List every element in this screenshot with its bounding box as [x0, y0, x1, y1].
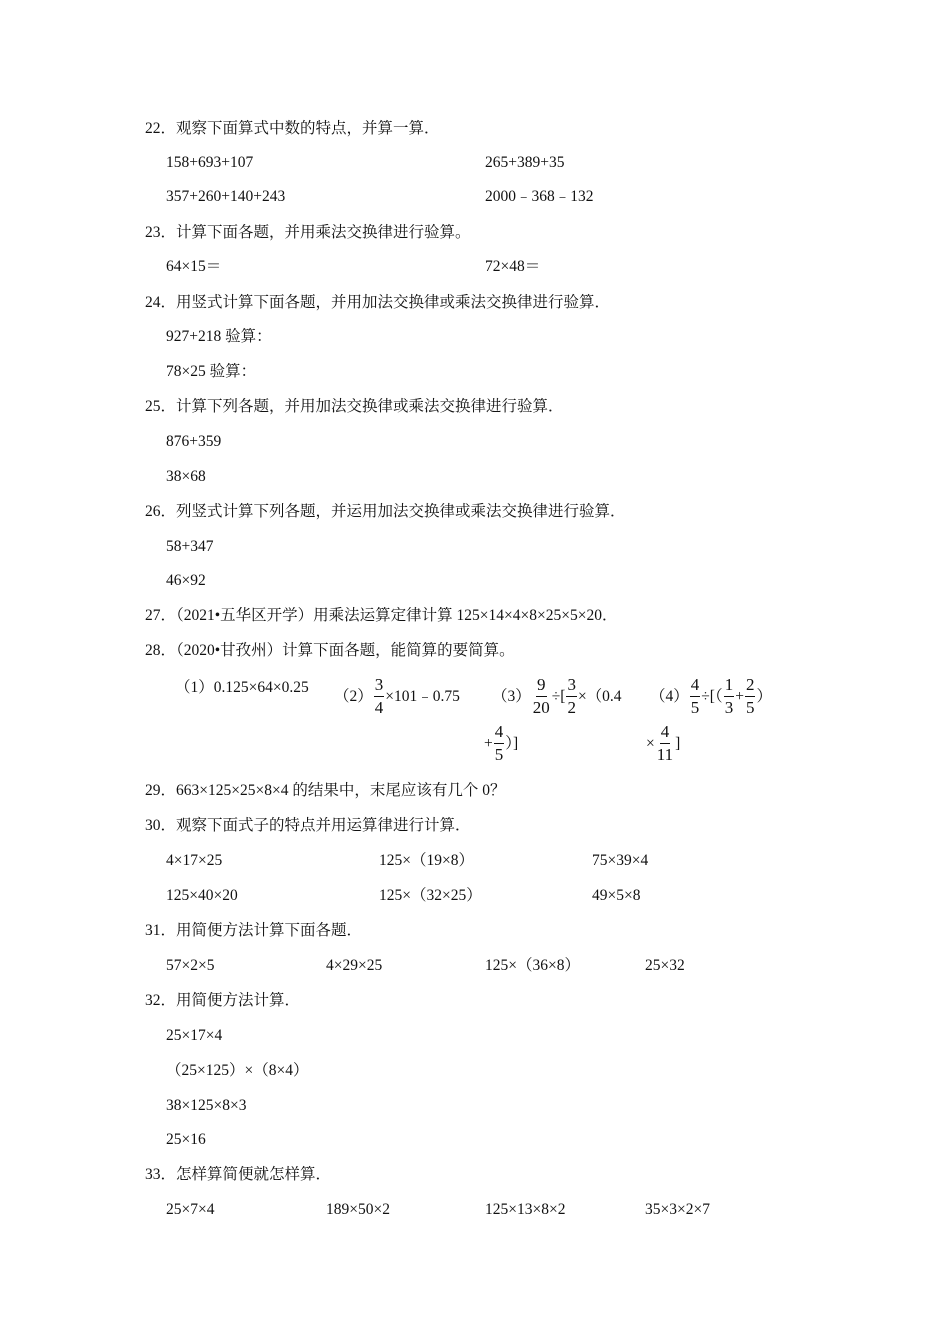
problem-32-title: 32．用简便方法计算．	[145, 992, 301, 1009]
problem-22-title: 22．观察下面算式中数的特点，并算一算．	[145, 120, 440, 137]
fraction: $\frac{1}{3}$	[724, 675, 734, 717]
problem-28-item-4: （4） $\frac{4}{5}$ ÷[（ $\frac{1}{3}$ + $\frac{2}{5}$ ）	[650, 675, 772, 717]
problem-25-title: 25．计算下列各题，并用加法交换律或乘法交换律进行验算．	[145, 398, 564, 415]
problem-22-item-2: 265+389+35	[485, 154, 565, 171]
problem-33-item-3: 125×13×8×2	[485, 1201, 566, 1218]
fraction: $\frac{9}{20}$	[532, 675, 550, 717]
problem-32-item-3: 38×125×8×3	[166, 1097, 247, 1114]
problem-24-title: 24．用竖式计算下面各题，并用加法交换律或乘法交换律进行验算．	[145, 294, 611, 311]
fraction: $\frac{4}{5}$	[494, 722, 504, 764]
fraction: $\frac{4}{11}$	[656, 722, 674, 764]
problem-32-item-2: （25×125）×（8×4）	[166, 1062, 309, 1079]
problem-23-item-1: 64×15＝	[166, 258, 222, 275]
problem-23-title: 23．计算下面各题，并用乘法交换律进行验算。	[145, 224, 471, 241]
problem-24-item-1: 927+218 验算：	[166, 328, 272, 345]
problem-22-item-3: 357+260+140+243	[166, 188, 286, 205]
fraction: $\frac{2}{5}$	[745, 675, 755, 717]
problem-28-item-2: （2） $\frac{3}{4}$ ×101﹣0.75	[334, 675, 460, 717]
problem-33-item-1: 25×7×4	[166, 1201, 215, 1218]
problem-29-title: 29．663×125×25×8×4 的结果中，末尾应该有几个 0？	[145, 782, 506, 799]
problem-32-item-4: 25×16	[166, 1131, 206, 1148]
problem-31-item-1: 57×2×5	[166, 957, 215, 974]
problem-30-item-1: 4×17×25	[166, 852, 223, 869]
problem-30-item-3: 75×39×4	[592, 852, 649, 869]
problem-24-item-2: 78×25 验算：	[166, 363, 257, 380]
problem-28-item-4-continued: × $\frac{4}{11}$ ]	[646, 722, 681, 764]
problem-28-item-3-continued: + $\frac{4}{5}$ ）]	[484, 722, 519, 764]
problem-25-item-1: 876+359	[166, 433, 222, 450]
problem-33-item-4: 35×3×2×7	[645, 1201, 710, 1218]
problem-27-title: 27．（2021•五华区开学）用乘法运算定律计算 125×14×4×8×25×5×20．	[145, 607, 618, 624]
problem-26-title: 26．列竖式计算下列各题，并运用加法交换律或乘法交换律进行验算．	[145, 503, 626, 520]
problem-33-title: 33．怎样算简便就怎样算．	[145, 1166, 332, 1183]
problem-30-item-4: 125×40×20	[166, 887, 238, 904]
problem-25-item-2: 38×68	[166, 468, 206, 485]
fraction: $\frac{3}{4}$	[374, 675, 384, 717]
problem-22-item-1: 158+693+107	[166, 154, 254, 171]
problem-22-item-4: 2000﹣368﹣132	[485, 188, 594, 205]
problem-28-item-3: （3） $\frac{9}{20}$ ÷[ $\frac{3}{2}$ ×（0.4	[492, 675, 622, 717]
fraction: $\frac{4}{5}$	[690, 675, 700, 717]
problem-30-title: 30．观察下面式子的特点并用运算律进行计算．	[145, 817, 471, 834]
problem-31-item-2: 4×29×25	[326, 957, 383, 974]
problem-26-item-1: 58+347	[166, 538, 214, 555]
problem-32-item-1: 25×17×4	[166, 1027, 223, 1044]
problem-31-item-4: 25×32	[645, 957, 685, 974]
problem-30-item-5: 125×（32×25）	[379, 887, 482, 904]
problem-30-item-2: 125×（19×8）	[379, 852, 474, 869]
problem-28-title: 28．（2020•甘孜州）计算下面各题，能简算的要简算。	[145, 642, 515, 659]
problem-31-title: 31．用简便方法计算下面各题．	[145, 922, 363, 939]
problem-30-item-6: 49×5×8	[592, 887, 641, 904]
problem-28-item-1: （1）0.125×64×0.25	[175, 679, 309, 696]
problem-23-item-2: 72×48＝	[485, 258, 541, 275]
fraction: $\frac{3}{2}$	[567, 675, 576, 717]
problem-33-item-2: 189×50×2	[326, 1201, 390, 1218]
problem-26-item-2: 46×92	[166, 572, 206, 589]
problem-31-item-3: 125×（36×8）	[485, 957, 580, 974]
